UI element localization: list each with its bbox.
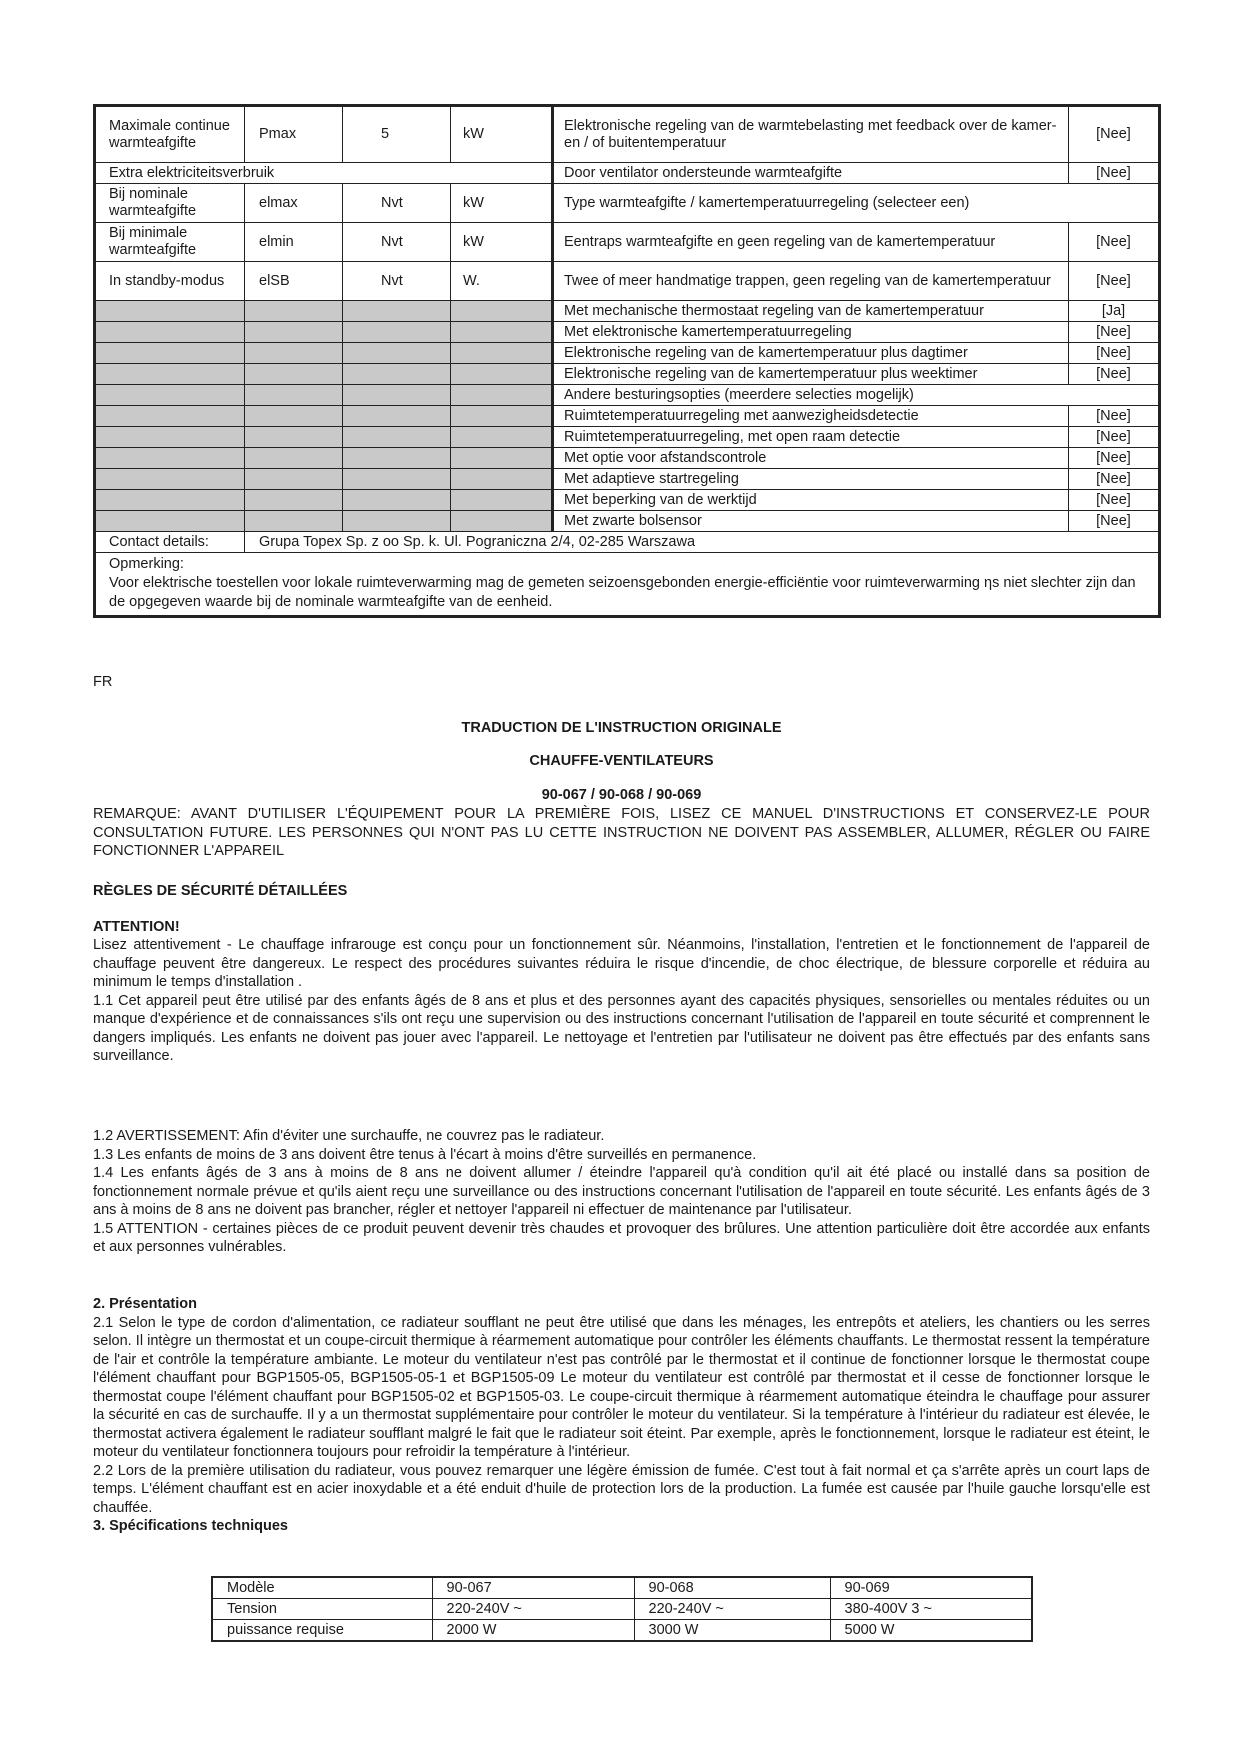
grey-cell bbox=[95, 448, 245, 469]
grey-cell bbox=[245, 406, 343, 427]
grey-cell bbox=[451, 427, 553, 448]
unit-cell: kW bbox=[451, 184, 553, 223]
grey-cell bbox=[95, 343, 245, 364]
control-type-value: [Nee] bbox=[1069, 469, 1160, 490]
contact-row bbox=[95, 532, 1160, 553]
control-type-value: [Nee] bbox=[1069, 448, 1160, 469]
grey-cell bbox=[95, 301, 245, 322]
spec-cell: 220-240V ~ bbox=[432, 1599, 634, 1620]
grey-cell bbox=[245, 511, 343, 532]
control-type-value: [Nee] bbox=[1069, 106, 1160, 163]
table-row bbox=[95, 511, 1160, 532]
table-row bbox=[95, 106, 1160, 163]
control-type-label: Door ventilator ondersteunde warmteafgifte bbox=[553, 163, 1069, 184]
energy-spec-table bbox=[93, 104, 1161, 618]
grey-cell bbox=[451, 490, 553, 511]
grey-cell bbox=[245, 385, 343, 406]
spec-cell: 380-400V 3 ~ bbox=[830, 1599, 1032, 1620]
grey-cell bbox=[451, 469, 553, 490]
attention-paragraph: Lisez attentivement - Le chauffage infrarouge est conçu pour un fonctionnement sûr. Néanmoins, l'installation, l'entretien et le fonctionnement de l'appareil de chauffage peuvent être dangereux. Le respect des procédures suivantes réduira le risque d'incendie, de choc électrique, de blessure corporelle et réduira au minimum le temps d'installation . bbox=[93, 937, 1150, 990]
control-type-label: Met mechanische thermostaat regeling van de kamertemperatuur bbox=[553, 301, 1069, 322]
grey-cell bbox=[451, 406, 553, 427]
grey-cell bbox=[95, 427, 245, 448]
control-type-label: Ruimtetemperatuurregeling, met open raam detectie bbox=[553, 427, 1069, 448]
grey-cell bbox=[245, 322, 343, 343]
control-type-label: Elektronische regeling van de warmtebelasting met feedback over de kamer- en / of buitentemperatuur bbox=[553, 106, 1069, 163]
grey-cell bbox=[343, 511, 451, 532]
spec-cell: 90-069 bbox=[830, 1577, 1032, 1599]
paragraph-1-1: 1.1 Cet appareil peut être utilisé par des enfants âgés de 8 ans et plus et des personnes ayant des capacités physiques, sensorielles ou mentales réduites ou un manque d'expérience et de connaissances s'ils ont reçu une supervision ou des instructions concernant l'utilisation de l'appareil en toute sécurité et comprennent le dangers impliqués. Les enfants ne doivent pas jouer avec l'appareil. Le nettoyage et l'entretien par l'utilisateur ne doivent pas être effectués par des enfants sans surveillance. bbox=[93, 992, 1150, 1064]
control-type-label: Met elektronische kamertemperatuurregeling bbox=[553, 322, 1069, 343]
attention-heading: ATTENTION! bbox=[93, 919, 180, 935]
grey-cell bbox=[343, 448, 451, 469]
note-cell bbox=[95, 553, 1160, 617]
paragraph-1-4: 1.4 Les enfants âgés de 3 ans à moins de 8 ans ne doivent allumer / éteindre l'appareil qu'à condition qu'il ait été placé ou installé dans sa position de fonctionnement normale prévue et qu'ils aient reçu une surveillance ou des instructions concernant l'utilisation de l'appareil en toute sécurité. Les enfants âgés de 3 ans à moins de 8 ans ne doivent pas brancher, régler et nettoyer l'appareil ni effectuer de maintenance par l'utilisateur. bbox=[93, 1165, 1150, 1218]
control-type-label: Ruimtetemperatuurregeling met aanwezigheidsdetectie bbox=[553, 406, 1069, 427]
grey-cell bbox=[343, 427, 451, 448]
table-row bbox=[95, 469, 1160, 490]
grey-cell bbox=[343, 322, 451, 343]
table-row bbox=[212, 1620, 1032, 1642]
spec-cell: 90-068 bbox=[634, 1577, 830, 1599]
paragraph-2-1: 2.1 Selon le type de cordon d'alimentation, ce radiateur soufflant ne peut être utilisé que dans les ménages, les entrepôts et ateliers, les chantiers ou les serres selon. Il intègre un thermostat et un coupe-circuit thermique à réarmement automatique pour contrôler les éléments chauffants. Le thermostat ressent la température de l'air et contrôle la température ambiante. Le moteur du ventilateur n'est pas contrôlé par le thermostat et il continue de fonctionner lorsque le thermostat coupe l'élément chauffant pour BGP1505-05, BGP1505-05-1 et BGP1505-09 Le moteur du ventilateur est contrôlé par thermostat et il cesse de fonctionner lorsque le thermostat coupe l'élément chauffant pour BGP1505-02 et BGP1505-03. Le coupe-circuit thermique à réarmement automatique éteindra le chauffage pour assurer la sécurité en cas de surchauffe. Il y a un thermostat supplémentaire pour contrôler le moteur du ventilateur. Si la température à l'intérieur du radiateur est élevée, le thermostat activera également le radiateur soufflant malgré le fait que le radiateur soit éteint. Par exemple, après le fonctionnement, lorsque le radiateur est éteint, le moteur du ventilateur fonctionnera toujours pour refroidir la température à l'intérieur. bbox=[93, 1314, 1150, 1460]
symbol-cell: elSB bbox=[245, 262, 343, 301]
table-row bbox=[212, 1577, 1032, 1599]
control-type-value: [Nee] bbox=[1069, 343, 1160, 364]
grey-cell bbox=[245, 448, 343, 469]
grey-cell bbox=[343, 490, 451, 511]
spec-cell: 2000 W bbox=[432, 1620, 634, 1642]
grey-cell bbox=[245, 364, 343, 385]
grey-cell bbox=[95, 364, 245, 385]
paragraph-1-5: 1.5 ATTENTION - certaines pièces de ce produit peuvent devenir très chaudes et provoquer des brûlures. Une attention particulière doit être accordée aux enfants et aux personnes vulnérables. bbox=[93, 1220, 1150, 1255]
control-type-value: [Nee] bbox=[1069, 223, 1160, 262]
attention-block bbox=[93, 936, 1150, 1066]
grey-cell bbox=[245, 469, 343, 490]
model-numbers: 90-067 / 90-068 / 90-069 bbox=[541, 787, 702, 803]
control-type-label: Eentraps warmteafgifte en geen regeling van de kamertemperatuur bbox=[553, 223, 1069, 262]
symbol-cell: Pmax bbox=[245, 106, 343, 163]
grey-cell bbox=[245, 343, 343, 364]
table-row bbox=[95, 184, 1160, 223]
grey-cell bbox=[95, 406, 245, 427]
safety-heading: RÈGLES DE SÉCURITÉ DÉTAILLÉES bbox=[93, 883, 348, 899]
unit-cell: kW bbox=[451, 223, 553, 262]
value-cell: 5 bbox=[343, 106, 451, 163]
grey-cell bbox=[95, 385, 245, 406]
grey-cell bbox=[343, 301, 451, 322]
table-row bbox=[95, 262, 1160, 301]
value-cell: Nvt bbox=[343, 262, 451, 301]
grey-cell bbox=[451, 301, 553, 322]
control-type-value: [Nee] bbox=[1069, 364, 1160, 385]
symbol-cell: elmax bbox=[245, 184, 343, 223]
control-type-label: Elektronische regeling van de kamertemperatuur plus weektimer bbox=[553, 364, 1069, 385]
symbol-cell: elmin bbox=[245, 223, 343, 262]
table-row bbox=[95, 490, 1160, 511]
control-type-value: [Nee] bbox=[1069, 322, 1160, 343]
row-label: In standby-modus bbox=[95, 262, 245, 301]
control-type-label: Type warmteafgifte / kamertemperatuurregeling (selecteer een) bbox=[553, 184, 1160, 223]
control-type-label: Andere besturingsopties (meerdere selecties mogelijk) bbox=[553, 385, 1160, 406]
spec-cell: 90-067 bbox=[432, 1577, 634, 1599]
section-2-heading: 2. Présentation bbox=[93, 1296, 197, 1312]
control-type-label: Met optie voor afstandscontrole bbox=[553, 448, 1069, 469]
paragraph-1-3: 1.3 Les enfants de moins de 3 ans doivent être tenus à l'écart à moins d'être surveillés en permanence. bbox=[93, 1146, 757, 1163]
paragraph-1-2: 1.2 AVERTISSEMENT: Afin d'éviter une surchauffe, ne couvrez pas le radiateur. bbox=[93, 1128, 605, 1144]
table-row bbox=[95, 343, 1160, 364]
control-type-value: [Nee] bbox=[1069, 511, 1160, 532]
table-row bbox=[95, 385, 1160, 406]
remark-paragraph: REMARQUE: AVANT D'UTILISER L'ÉQUIPEMENT POUR LA PREMIÈRE FOIS, LISEZ CE MANUEL D'INSTRUCTIONS ET CONSERVEZ-LE POUR CONSULTATION FUTURE. LES PERSONNES QUI N'ONT PAS LU CETTE INSTRUCTION NE DOIVENT PAS ASSEMBLER, ALLUMER, RÉGLER OU FAIRE FONCTIONNER L'APPAREIL bbox=[93, 806, 1150, 859]
control-type-label: Met beperking van de werktijd bbox=[553, 490, 1069, 511]
control-type-value: [Ja] bbox=[1069, 301, 1160, 322]
unit-cell: kW bbox=[451, 106, 553, 163]
spec-cell: 3000 W bbox=[634, 1620, 830, 1642]
grey-cell bbox=[343, 364, 451, 385]
control-type-label: Met zwarte bolsensor bbox=[553, 511, 1069, 532]
warnings-block bbox=[93, 1127, 1150, 1257]
table-row bbox=[95, 322, 1160, 343]
grey-cell bbox=[343, 406, 451, 427]
table-row bbox=[95, 223, 1160, 262]
row-label: Maximale continue warmteafgifte bbox=[95, 106, 245, 163]
row-label: Bij minimale warmteafgifte bbox=[95, 223, 245, 262]
grey-cell bbox=[451, 448, 553, 469]
control-type-value: [Nee] bbox=[1069, 427, 1160, 448]
doc-title: TRADUCTION DE L'INSTRUCTION ORIGINALE bbox=[461, 720, 782, 736]
grey-cell bbox=[95, 490, 245, 511]
technical-spec-table bbox=[211, 1576, 1033, 1642]
table-row bbox=[95, 448, 1160, 469]
table-row bbox=[212, 1599, 1032, 1620]
table-row bbox=[95, 301, 1160, 322]
control-type-value: [Nee] bbox=[1069, 163, 1160, 184]
control-type-label: Twee of meer handmatige trappen, geen regeling van de kamertemperatuur bbox=[553, 262, 1069, 301]
table-row bbox=[95, 406, 1160, 427]
spec-cell: 5000 W bbox=[830, 1620, 1032, 1642]
paragraph-2-2: 2.2 Lors de la première utilisation du radiateur, vous pouvez remarquer une légère émission de fumée. C'est tout à fait normal et ça s'arrête après un court laps de temps. L'élément chauffant est en acier inoxydable et a été enduit d'huile de protection lors de la production. La fumée est causée par l'huile gauche lorsqu'elle est chauffée. bbox=[93, 1462, 1150, 1516]
row-label: Bij nominale warmteafgifte bbox=[95, 184, 245, 223]
control-type-value: [Nee] bbox=[1069, 406, 1160, 427]
grey-cell bbox=[343, 469, 451, 490]
grey-cell bbox=[451, 322, 553, 343]
grey-cell bbox=[245, 490, 343, 511]
control-type-value: [Nee] bbox=[1069, 262, 1160, 301]
grey-cell bbox=[245, 301, 343, 322]
spec-label: Tension bbox=[212, 1599, 432, 1620]
table-row bbox=[95, 364, 1160, 385]
grey-cell bbox=[95, 322, 245, 343]
spec-label: Modèle bbox=[212, 1577, 432, 1599]
note-text: Voor elektrische toestellen voor lokale ruimteverwarming mag de gemeten seizoensgebonden energie-efficiëntie voor ruimteverwarming ηs niet slechter zijn dan de opgegeven waarde bij de nominale warmteafgifte van de eenheid. bbox=[109, 575, 1136, 610]
spec-label: puissance requise bbox=[212, 1620, 432, 1642]
language-code: FR bbox=[93, 674, 113, 690]
value-cell: Nvt bbox=[343, 184, 451, 223]
table-row bbox=[95, 163, 1160, 184]
note-title: Opmerking: bbox=[109, 556, 184, 572]
grey-cell bbox=[245, 427, 343, 448]
doc-subtitle: CHAUFFE-VENTILATEURS bbox=[529, 753, 714, 769]
section-3-heading: 3. Spécifications techniques bbox=[93, 1518, 288, 1534]
grey-cell bbox=[343, 385, 451, 406]
control-type-label: Met adaptieve startregeling bbox=[553, 469, 1069, 490]
grey-cell bbox=[451, 511, 553, 532]
contact-value: Grupa Topex Sp. z oo Sp. k. Ul. Pograniczna 2/4, 02-285 Warszawa bbox=[245, 532, 1160, 553]
grey-cell bbox=[451, 364, 553, 385]
grey-cell bbox=[95, 511, 245, 532]
grey-cell bbox=[343, 343, 451, 364]
contact-label: Contact details: bbox=[95, 532, 245, 553]
note-row bbox=[95, 553, 1160, 617]
control-type-value: [Nee] bbox=[1069, 490, 1160, 511]
grey-cell bbox=[95, 469, 245, 490]
grey-cell bbox=[451, 343, 553, 364]
row-label: Extra elektriciteitsverbruik bbox=[95, 163, 553, 184]
table-row bbox=[95, 427, 1160, 448]
presentation-block bbox=[93, 1295, 1150, 1536]
grey-cell bbox=[451, 385, 553, 406]
control-type-label: Elektronische regeling van de kamertemperatuur plus dagtimer bbox=[553, 343, 1069, 364]
spec-cell: 220-240V ~ bbox=[634, 1599, 830, 1620]
value-cell: Nvt bbox=[343, 223, 451, 262]
unit-cell: W. bbox=[451, 262, 553, 301]
